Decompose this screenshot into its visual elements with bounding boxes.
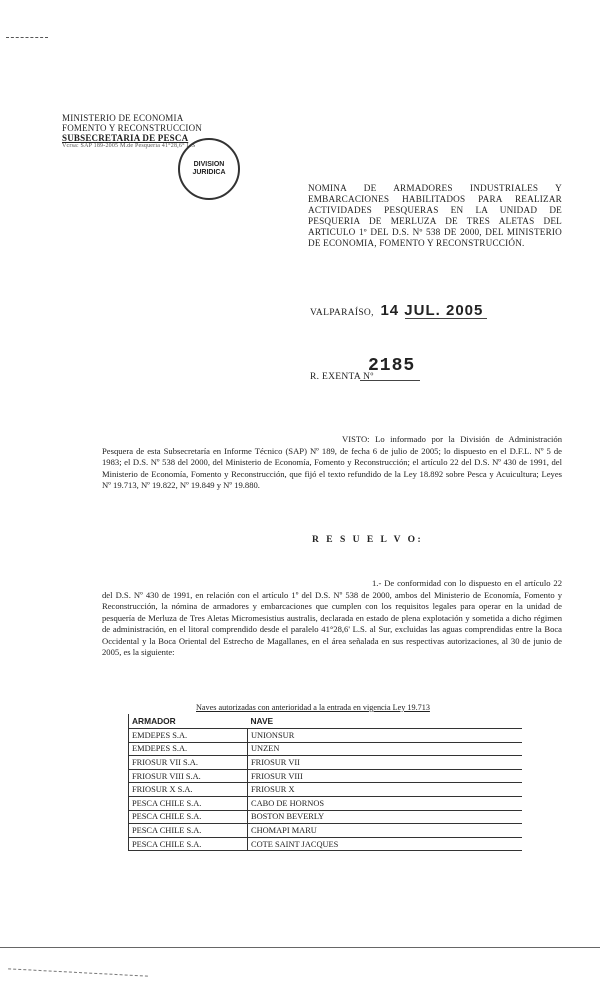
resolution-paragraph-1: 1.- De conformidad con lo dispuesto en el artículo 22 del D.S. Nº 430 de 1991, en relación con el artículo 1º del D.S. Nº 538 de 2000, ambos del Ministerio de Economía, Fomento y Reconstrucción, la nómina de armadores y embarcaciones que cumplen con los requisitos legales para operar en la unidad de pesquería de Merluza de Tres Aletas Micromesistius australis, declarada en estado de plena explotación y sometida a dicho régimen de administración, en el litoral comprendido desde el paralelo 41°28,6' L.S. al Sur, excluidas las aguas comprendidas entre la Boca Occidental y la Boca Oriental del Estrecho de Magallanes, en el área señalada en sus respectivas autorizaciones, al 30 de junio de 2005, es la siguiente: [102,578,562,657]
ministry-line: FOMENTO Y RECONSTRUCCION [62,123,202,133]
date-place: VALPARAÍSO, [310,308,374,318]
armador-cell: FRIOSUR VII S.A. [129,756,248,770]
ministry-line: MINISTERIO DE ECONOMIA [62,113,184,123]
nave-cell: CHOMAPI MARU [248,824,523,838]
document-title: NOMINA DE ARMADORES INDUSTRIALES Y EMBARCACIONES HABILITADOS PARA REALIZAR ACTIVIDADES PESQUERAS EN LA UNIDAD DE PESQUERIA DE MERLUZA DE TRES ALETAS DEL ARTICULO 1º DEL D.S. Nº 538 DE 2000, DEL MINISTERIO DE ECONOMIA, FOMENTO Y RECONSTRUCCIÓN. [308,183,562,248]
armador-cell: EMDEPES S.A. [129,742,248,756]
ministry-header [62,113,202,150]
page-bottom-rule [0,947,600,948]
table-row [129,729,523,743]
nave-cell: BOSTON BEVERLY [248,810,523,824]
armador-cell: PESCA CHILE S.A. [129,824,248,838]
column-header-nave: NAVE [248,714,523,729]
table-row [129,824,523,838]
table-caption: Naves autorizadas con anterioridad a la entrada en vigencia Ley 19.713 [196,703,430,712]
armador-cell: FRIOSUR VIII S.A. [129,769,248,783]
stamp-text: DIVISION JURIDICA [192,161,226,176]
vessels-table [128,714,522,851]
armador-cell: EMDEPES S.A. [129,729,248,743]
resolution-underline [360,380,420,381]
scan-mark [8,968,148,976]
table-row [129,756,523,770]
subsecretaria-line: SUBSECRETARIA DE PESCA [62,133,189,143]
table-row [129,810,523,824]
nave-cell: UNIONSUR [248,729,523,743]
table-row [129,796,523,810]
nave-cell: FRIOSUR VIII [248,769,523,783]
armador-cell: PESCA CHILE S.A. [129,796,248,810]
nave-cell: FRIOSUR X [248,783,523,797]
table-row [129,783,523,797]
scan-mark [6,37,48,38]
date-value: 14 JUL. 2005 [380,302,484,319]
armador-cell: PESCA CHILE S.A. [129,837,248,851]
table-header-row [129,714,523,729]
date-underline [405,318,487,319]
resolution-label: R. EXENTA Nº [310,372,374,382]
division-juridica-stamp [178,138,240,200]
nave-cell: FRIOSUR VII [248,756,523,770]
table-row [129,837,523,851]
nave-cell: COTE SAINT JACQUES [248,837,523,851]
date-line [310,302,483,319]
visto-paragraph: VISTO: Lo informado por la División de Administración Pesquera de esta Subsecretaría en Informe Técnico (SAP) Nº 189, de fecha 6 de julio de 2005; lo dispuesto en el D.F.L. Nº 5 de 1983; el D.S. Nº 538 del 2000, del Ministerio de Economía, Fomento y Reconstrucción; el artículo 22 del D.S. Nº 430 de 1991, del Ministerio de Economía, Fomento y Reconstrucción, que fijó el texto refundido de la Ley 18.892 sobre Pesca y Acuicultura; Leyes Nº 19.713, Nº 19.822, Nº 19.849 y Nº 19.880. [102,434,562,490]
column-header-armador: ARMADOR [129,714,248,729]
nave-cell: CABO DE HORNOS [248,796,523,810]
nave-cell: UNZEN [248,742,523,756]
table-row [129,769,523,783]
resolution-number: 2185 [368,356,416,376]
armador-cell: FRIOSUR X S.A. [129,783,248,797]
resuelvo-heading: R E S U E L V O: [312,535,424,545]
table-row [129,742,523,756]
reference-line: Vcrsa: SAP 189-2005 M.de Pesquería 41°28,6° L.S [62,143,196,149]
armador-cell: PESCA CHILE S.A. [129,810,248,824]
